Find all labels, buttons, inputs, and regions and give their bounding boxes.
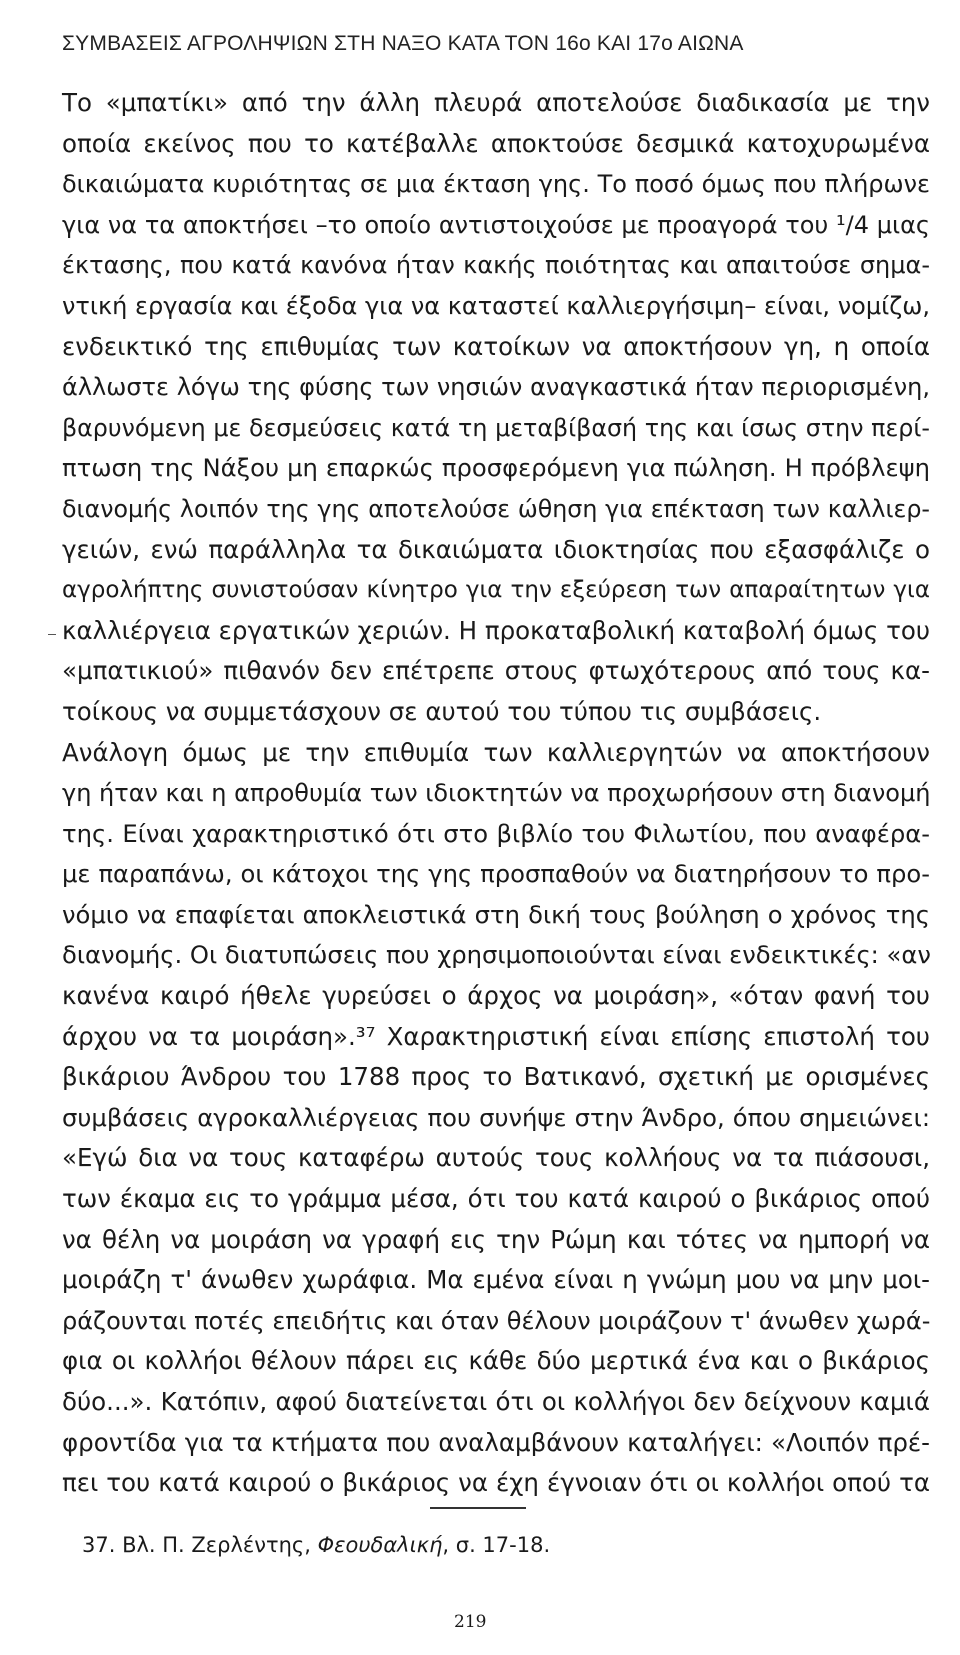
text-line: για να τα αποκτήσει –το οποίο αντιστοιχούσε με προαγορά του ¹/4 μιας	[62, 210, 930, 239]
text-line: διανομής λοιπόν της γης αποτελούσε ώθηση για επέκταση των καλλιερ-	[62, 494, 930, 523]
text-line: Ανάλογη όμως με την επιθυμία των καλλιεργητών να αποκτήσουν	[62, 737, 930, 767]
text-line: με παραπάνω, οι κάτοχοι της γης προσπαθούν να διατηρήσουν το προ-	[62, 859, 930, 889]
text-line: της. Είναι χαρακτηριστικό ότι στο βιβλίο του Φιλωτίου, που αναφέρα-	[62, 818, 930, 848]
text-line: οποία εκείνος που το κατέβαλλε αποκτούσε δεσμικά κατοχυρωμένα	[62, 128, 930, 158]
text-line: αγρολήπτης συνιστούσαν κίνητρο για την εξεύρεση των απαραίτητων για	[62, 577, 930, 604]
text-line: κανένα καιρό ήθελε γυρεύσει ο άρχος να μοιράση», «όταν φανή του	[62, 981, 930, 1011]
text-line: των έκαμα εις το γράμμα μέσα, ότι του κατά καιρού ο βικάριος οπού	[62, 1184, 930, 1214]
text-line: ενδεικτικό της επιθυμίας των κατοίκων να αποκτήσουν γη, η οποία	[62, 331, 930, 361]
footnote-prefix: 37. Βλ. Π. Ζερλέντης,	[82, 1533, 318, 1557]
body-text	[62, 83, 930, 1504]
text-line: Το «μπατίκι» από την άλλη πλευρά αποτελούσε διαδικασία με την	[62, 88, 930, 117]
text-line: καλλιέργεια εργατικών χεριών. Η προκαταβολική καταβολή όμως του	[62, 615, 930, 645]
text-line: να θέλη να μοιράση να γραφή εις την Ρώμη και τότες να ημπορή να	[62, 1224, 930, 1254]
text-line: συμβάσεις αγροκαλλιέργειας που συνήψε στην Άνδρο, όπου σημειώνει:	[62, 1102, 930, 1132]
text-line: μοιράζη τ' άνωθεν χωράφια. Μα εμένα είναι η γνώμη μου να μην μοι-	[62, 1265, 930, 1295]
text-line: δύο...». Κατόπιν, αφού διατείνεται ότι οι κολλήγοι δεν δείχνουν καμιά	[62, 1387, 930, 1416]
text-line: «Εγώ δια να τους καταφέρω αυτούς τους κολλήους να τα πιάσουσι,	[62, 1143, 930, 1173]
footnote	[82, 1533, 550, 1557]
footnote-divider	[430, 1507, 526, 1509]
text-line: δικαιώματα κυριότητας σε μια έκταση γης. Το ποσό όμως που πλήρωνε	[62, 170, 930, 199]
text-line: τοίκους να συμμετάσχουν σε αυτού του τύπου τις συμβάσεις.	[62, 696, 822, 726]
text-line: ράζουνται ποτές επειδήτις και όταν θέλουν μοιράζουν τ' άνωθεν χωρά-	[62, 1306, 931, 1335]
page-number: 219	[454, 1612, 487, 1632]
text-line: γειών, ενώ παράλληλα τα δικαιώματα ιδιοκτησίας που εξασφάλιζε ο	[62, 534, 930, 564]
text-line: διανομής. Οι διατυπώσεις που χρησιμοποιούνται είναι ενδεικτικές: «αν	[62, 940, 931, 970]
text-line: έκτασης, που κατά κανόνα ήταν κακής ποιότητας και απαιτούσε σημα-	[62, 251, 930, 280]
text-line: άλλωστε λόγω της φύσης των νησιών αναγκαστικά ήταν περιορισμένη,	[62, 373, 930, 402]
text-line: νόμιο να επαφίεται αποκλειστικά στη δική τους βούληση ο χρόνος της	[62, 899, 930, 929]
text-line: «μπατικιού» πιθανόν δεν επέτρεπε στους φτωχότερους από τους κα-	[62, 656, 930, 686]
running-header: ΣΥΜΒΑΣΕΙΣ ΑΓΡΟΛΗΨΙΩΝ ΣΤΗ ΝΑΞΟ ΚΑΤΑ ΤΟΝ 16ο ΚΑΙ 17ο ΑΙΩΝΑ	[62, 32, 744, 55]
text-line: πει του κατά καιρού ο βικάριος να έχη έγνοιαν ότι οι κολλήοι οπού τα	[62, 1468, 930, 1498]
margin-mark	[48, 634, 56, 635]
text-line: φια οι κολλήοι θέλουν πάρει εις κάθε δύο μερτικά ένα και ο βικάριος	[62, 1346, 930, 1376]
text-line: πτωση της Νάξου μη επαρκώς προσφερόμενη για πώληση. Η πρόβλεψη	[62, 453, 930, 483]
text-line: άρχου να τα μοιράση».³⁷ Χαρακτηριστική είναι επίσης επιστολή του	[62, 1021, 930, 1051]
text-line: γη ήταν και η απροθυμία των ιδιοκτητών να προχωρήσουν στη διανομή	[62, 779, 931, 808]
text-line: βαρυνόμενη με δεσμεύσεις κατά τη μεταβίβασή της και ίσως στην περί-	[62, 413, 930, 442]
text-line: ντική εργασία και έξοδα για να καταστεί καλλιεργήσιμη– είναι, νομίζω,	[62, 291, 930, 320]
footnote-title: Φεουδαλική	[317, 1533, 443, 1557]
text-line: φροντίδα για τα κτήματα που αναλαμβάνουν καταλήγει: «Λοιπόν πρέ-	[62, 1427, 930, 1457]
footnote-suffix: , σ. 17-18.	[442, 1533, 551, 1557]
text-line: βικάριου Άνδρου του 1788 προς το Βατικανό, σχετική με ορισμένες	[62, 1062, 930, 1092]
